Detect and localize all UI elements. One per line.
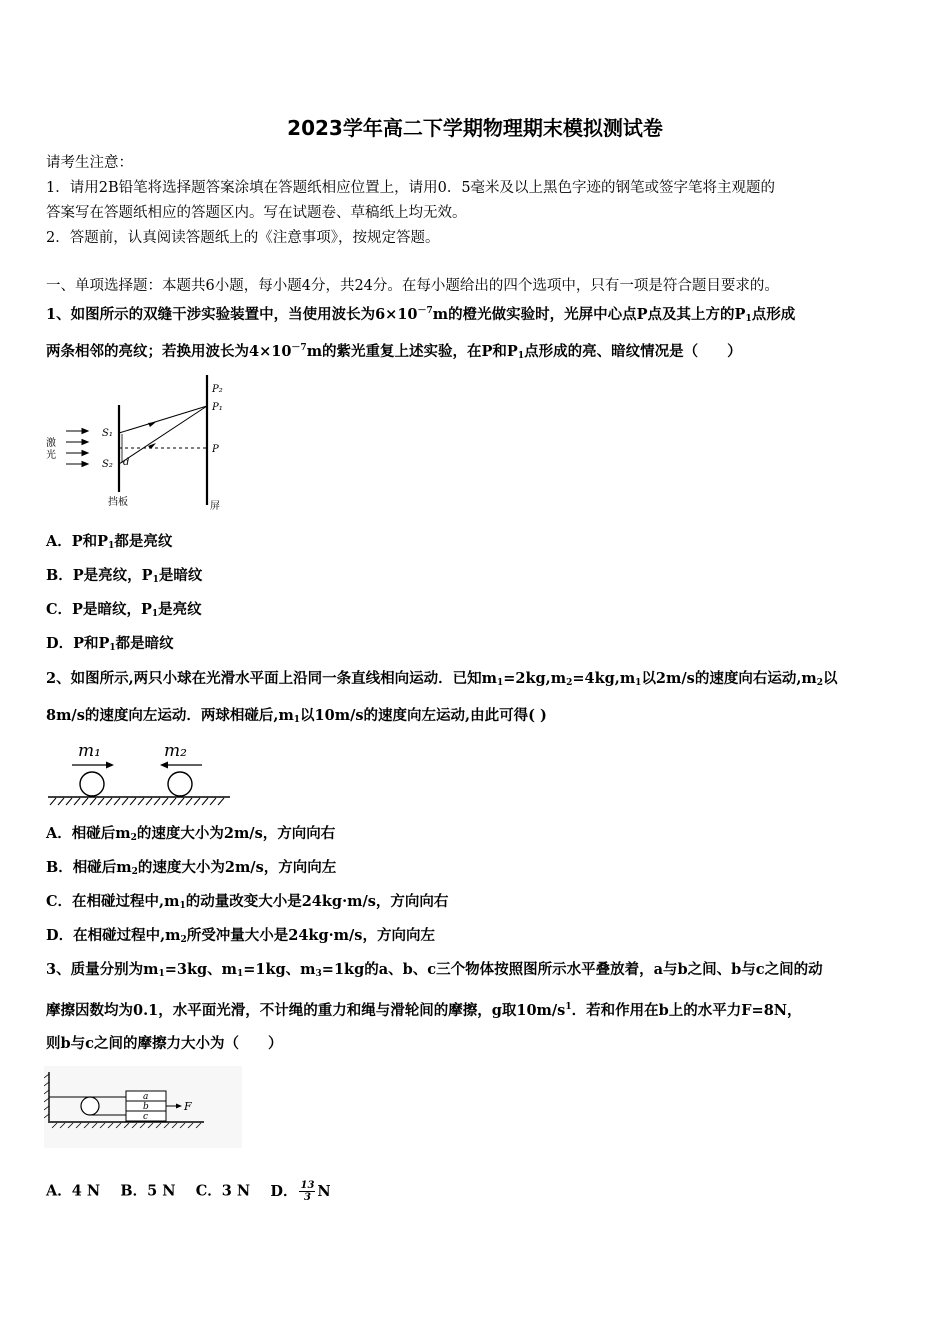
label-b: b [143, 1102, 149, 1112]
label-f: F [184, 1100, 192, 1113]
ray-s1 [119, 406, 207, 433]
label-p1: P₁ [212, 402, 223, 413]
question-3-option-d[interactable]: D． $\frac{13}{3}$ N [270, 1180, 331, 1203]
page-title: 2023学年高二下学期物理期末模拟测试卷 [287, 116, 663, 140]
question-1-option-c[interactable]: C．P是暗纹，$P_1$是亮纹 [46, 601, 202, 619]
notice-item-1-line-1: 1．请用2B铅笔将选择题答案涂填在答题纸相应位置上，请用0．5毫米及以上黑色字迹的钢笔或签字笔将主观题的 [46, 180, 776, 196]
screen-label: 屏 [210, 501, 220, 512]
question-3-options [46, 1180, 331, 1203]
question-3-option-a[interactable]: A．4 N [46, 1182, 101, 1200]
m2-arrowhead [160, 762, 168, 769]
ground-hatching [50, 798, 224, 805]
light-label-1: 激 [46, 438, 56, 449]
m1-arrowhead [106, 762, 114, 769]
question-1-option-b[interactable]: B．P是亮纹，$P_1$是暗纹 [46, 567, 203, 585]
ray-s2 [119, 406, 207, 464]
label-p2: P₂ [212, 384, 223, 395]
ball-m1 [80, 772, 104, 796]
pulley [81, 1097, 99, 1115]
label-c: c [143, 1112, 149, 1122]
ball-m2 [168, 772, 192, 796]
label-s1: S₁ [102, 428, 113, 439]
question-3-stem-line-2: 摩擦因数均为0.1，水平面光滑，不计绳的重力和绳与滑轮间的摩擦，g取$10m/s^1$．若和作用在b上的水平力F=8N， [46, 1002, 802, 1019]
question-3-option-c[interactable]: C．3 N [195, 1182, 251, 1200]
notice-item-1-line-2: 答案写在答题纸相应的答题区内。写在试题卷、草稿纸上均无效。 [46, 205, 467, 221]
label-p: P [212, 444, 219, 455]
question-2-stem-line-2: 8m/s的速度向左运动．两球相碰后$,m_1$以10m/s的速度向左运动,由此可得( ) [46, 707, 547, 725]
question-2-option-a[interactable]: A．相碰后$m_2$的速度大小为2m/s，方向向右 [46, 825, 336, 843]
light-label-2: 光 [46, 450, 56, 461]
section-heading: 一、单项选择题：本题共6小题，每小题4分，共24分。在每小题给出的四个选项中，只有一项是符合题目要求的。 [46, 278, 779, 294]
ray-arrow [148, 422, 156, 427]
question-3-stem-line-3: 则b与c之间的摩擦力大小为（ ） [46, 1035, 283, 1052]
label-a: a [143, 1092, 149, 1102]
question-2-option-d[interactable]: D．在相碰过程中$,m_2$所受冲量大小是24kg·m/s，方向向左 [46, 927, 435, 945]
label-d: d [123, 457, 130, 468]
incident-light-arrows [66, 429, 88, 467]
label-m2: m₂ [164, 741, 187, 761]
question-2-option-c[interactable]: C．在相碰过程中$,m_1$的动量改变大小是24kg·m/s，方向向右 [46, 893, 449, 911]
label-m1: m₁ [78, 741, 101, 761]
question-1-option-d[interactable]: D．P和$P_1$都是暗纹 [46, 635, 174, 653]
question-1-stem-line-2: 两条相邻的亮纹；若换用波长为$4\times 10^{-7}m$的紫光重复上述实验，在P和$P_1$点形成的亮、暗纹情况是（ ） [46, 343, 742, 361]
fraction-13-over-3: $\frac{13}{3}$ [300, 1180, 315, 1203]
question-2-option-b[interactable]: B．相碰后$m_2$的速度大小为2m/s，方向向左 [46, 859, 337, 877]
collision-diagram [44, 736, 234, 808]
question-1-stem-line-1: 1、如图所示的双缝干涉实验装置中，当使用波长为$6\times 10^{-7}m$的橙光做实验时，光屏中心点P点及其上方的$P_1$点形成 [46, 306, 796, 324]
notice-item-2: 2．答题前，认真阅读答题纸上的《注意事项》，按规定答题。 [46, 230, 440, 246]
question-2-stem-line-1: 2、如图所示,两只小球在光滑水平面上沿同一条直线相向运动．已知$m_1=2kg,m_2=4kg,m_1$以2m/s的速度向右运动$,m_2$以 [46, 670, 838, 688]
stacked-blocks-diagram [44, 1066, 242, 1148]
baffle-label: 挡板 [108, 497, 128, 508]
double-slit-diagram [44, 372, 234, 514]
question-3-option-b[interactable]: B．5 N [120, 1182, 176, 1200]
label-s2: S₂ [102, 459, 113, 470]
notice-heading: 请考生注意： [46, 155, 133, 171]
question-3-stem-line-1: 3、质量分别为$m_1=3kg$、$m_1=1kg$、$m_3=1kg$的a、b、c三个物体按照图所示水平叠放着，a与b之间、b与c之间的动 [46, 961, 823, 979]
question-1-option-a[interactable]: A．P和$P_1$都是亮纹 [46, 533, 173, 551]
